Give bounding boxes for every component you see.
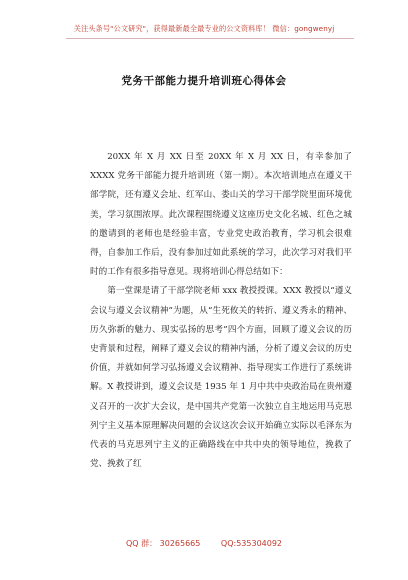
paragraph-intro: 20XX 年 X 月 XX 日至 20XX 年 X 月 XX 日，有幸参加了 XXXX 党务干部能力提升培训班（第一期）。本次培训地点在遵义干部学院，还有遵义会址、红军山、娄山关的学习干部学院里面环境优美，学习氛围浓厚。此次课程围绕遵义这座历史文化名城、红色之城的邀请到的老师也是经验丰富，专业党史政治教育，学习机会很难得，自参加工作后，没有参加过如此系统的学习，此次学习对我们平时的工作有很多指导意见。现将培训心得总结如下： <box>90 152 352 278</box>
header-promo-banner: 关注头条号"公文研究"，获得最新最全最专业的公文资料库！ 微信：gongwenyj <box>73 24 335 33</box>
document-title: 党务干部能力提升培训班心得体会 <box>121 75 287 87</box>
footer-contacts <box>0 538 408 549</box>
document-body <box>90 148 352 474</box>
footer-qq-group: QQ 群： 30265665 <box>125 539 201 548</box>
header-divider <box>66 38 354 39</box>
paragraph-first-lecture: 第一堂课是请了干部学院老师 xxx 教授授课。XXX 教授以“遵义会议与遵义会议精神”为题，从“生死攸关的转折、遵义秀永的精神、历久弥新的魅力、现实弘扬的思考”四个方面，回顾了遵义会议的历史背景和过程，阐释了遵义会议的精神内涵，分析了遵义会议的历史价值，并就如何学习弘扬遵义会议精神、指导现实工作进行了系统讲解。X 教授讲到，遵义会议是 1935 年 1 月中共中央政治局在贵州遵义召开的一次扩大会议，是中国共产党第一次独立自主地运用马克思列宁主义基本原理解决问题的会议这次会议开始确立实际以毛泽东为代表的马克思列宁主义的正确路线在中共中央的领导地位，挽救了党、挽救了红 <box>90 286 352 470</box>
footer-qq: QQ:535304092 <box>220 539 283 548</box>
